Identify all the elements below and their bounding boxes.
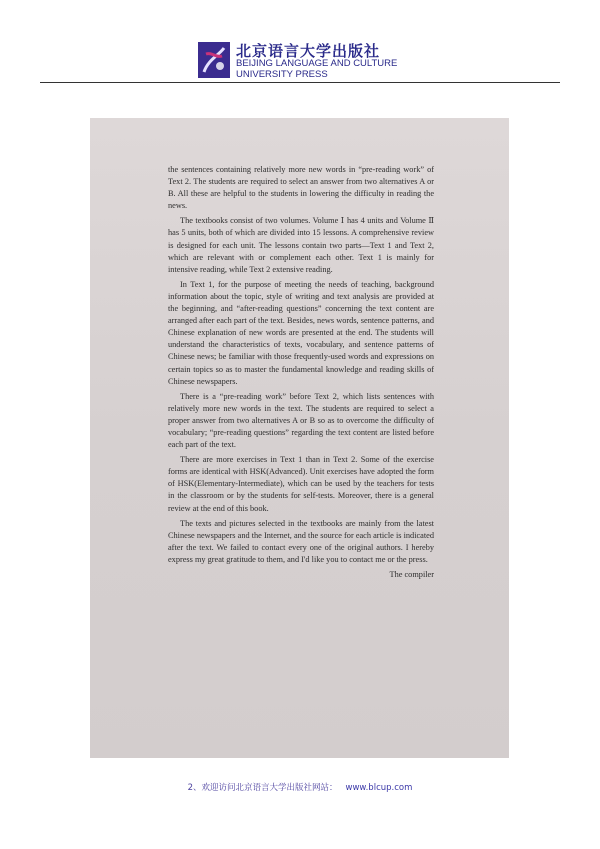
- scanned-page: [90, 118, 509, 758]
- publisher-name-en-line1: BEIJING LANGUAGE AND CULTURE: [236, 58, 398, 69]
- signature: The compiler: [389, 570, 434, 579]
- publisher-name-cn: 北京语言大学出版社: [236, 42, 381, 60]
- publisher-name-en-line2: UNIVERSITY PRESS: [236, 69, 328, 80]
- paragraph-6: The texts and pictures selected in the textbooks are mainly from the latest Chinese newspapers and the Internet, and the source for each article is indicated after the text. We failed to contact every one of the original authors. I hereby express my great gratitude to them, and I'd like you to contact me or the press.: [168, 518, 434, 564]
- press-logo-icon: [198, 42, 230, 78]
- paragraph-1: the sentences containing relatively more new words in “pre-reading work” of Text 2. The students are required to select an answer from two alternatives A or B. All these are helpful to the students in lowering the difficulty in reading the news.: [168, 165, 434, 211]
- footer-url-link[interactable]: www.blcup.com: [345, 783, 413, 793]
- publisher-name-en: [236, 58, 397, 80]
- publisher-header: [190, 38, 420, 86]
- paragraph-3: In Text 1, for the purpose of meeting the needs of teaching, background information about the topic, style of writing and text analysis are provided at the beginning, and “after-reading questions” concerning the text content are arranged after each part of the text. Besides, news words, sentence patterns, and Chinese explanation of new words are presented at the end. The students will understand the characteristics of texts, vocabulary, and sentence patterns of Chinese news; be familiar with those frequently-used words and expressions on certain topics so as to master the fundamental knowledge and reading skills of Chinese newspapers.: [168, 279, 434, 386]
- paragraph-5: There are more exercises in Text 1 than in Text 2. Some of the exercise forms are identical with HSK(Advanced). Unit exercises have adopted the form of HSK(Elementary-Intermediate), which can be used by the teachers for tests in the classroom or by the students for self-tests. Moreover, there is a general review at the end of this book.: [168, 455, 434, 513]
- footer-text: 2、欢迎访问北京语言大学出版社网站：: [187, 783, 338, 793]
- header-divider: [40, 82, 560, 83]
- paragraph-4: There is a “pre-reading work” before Text 2, which lists sentences with relatively more new words in the text. The students are required to select a proper answer from two alternatives A or B so as to overcome the difficulty of vocabulary; “pre-reading questions” regarding the text content are listed before each part of the text.: [168, 391, 434, 450]
- paragraph-2: The textbooks consist of two volumes. Volume Ⅰ has 4 units and Volume Ⅱ has 5 units, both of which are divided into 15 lessons. A comprehensive review is designed for each unit. The lessons contain two parts—Text 1 and Text 2, which are relevant with or complement each other. Text 1 is mainly for intensive reading, while Text 2 extensive reading.: [168, 216, 434, 274]
- page-body: [168, 164, 434, 581]
- footer: [0, 781, 600, 793]
